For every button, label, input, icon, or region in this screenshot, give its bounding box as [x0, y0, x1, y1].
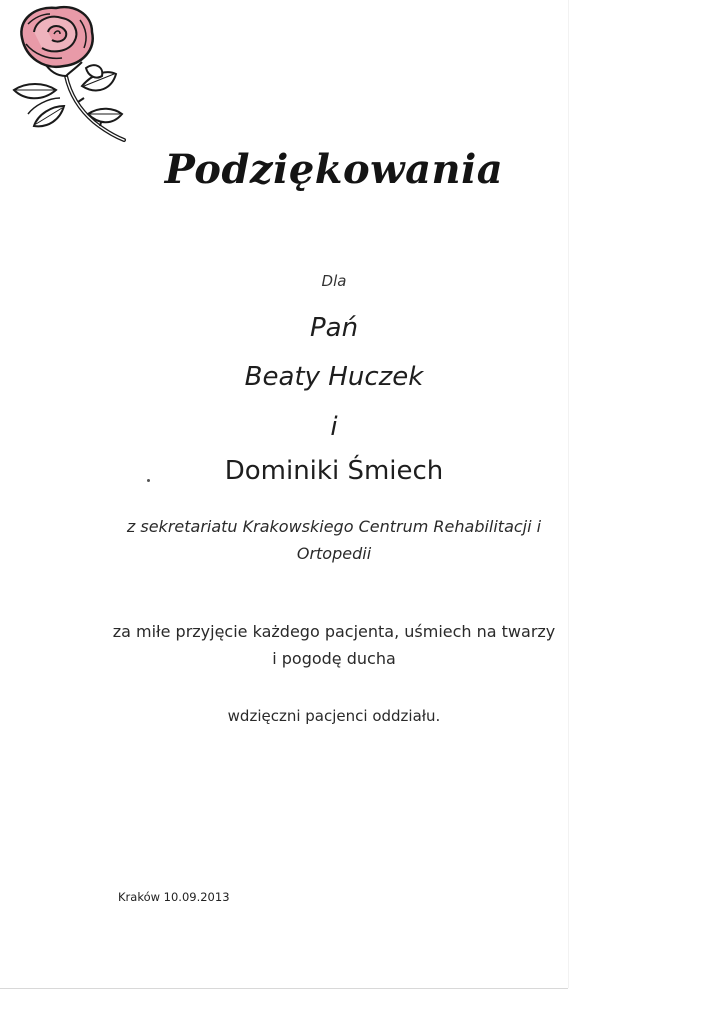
signature: wdzięczni pacjenci oddziału.: [227, 707, 441, 725]
place-and-date: Kraków 10.09.2013: [118, 890, 230, 904]
reason-line-2: i pogodę ducha: [272, 649, 396, 668]
salutation: Pań: [309, 313, 359, 343]
department-line-2: Ortopedii: [296, 544, 372, 563]
rose-icon: [4, 2, 132, 144]
scan-edge-bottom: [0, 988, 568, 989]
letter-title: Podziękowania: [164, 146, 504, 193]
conjunction: i: [330, 412, 338, 442]
addressee-intro: Dla: [321, 272, 347, 290]
recipient-name-1: Beaty Huczek: [244, 362, 424, 392]
department-line-1: z sekretariatu Krakowskiego Centrum Rehabilitacji i: [126, 517, 542, 536]
recipient-name-2: Dominiki Śmiech: [224, 456, 444, 486]
reason-line-1: za miłe przyjęcie każdego pacjenta, uśmiech na twarzy: [112, 622, 556, 641]
